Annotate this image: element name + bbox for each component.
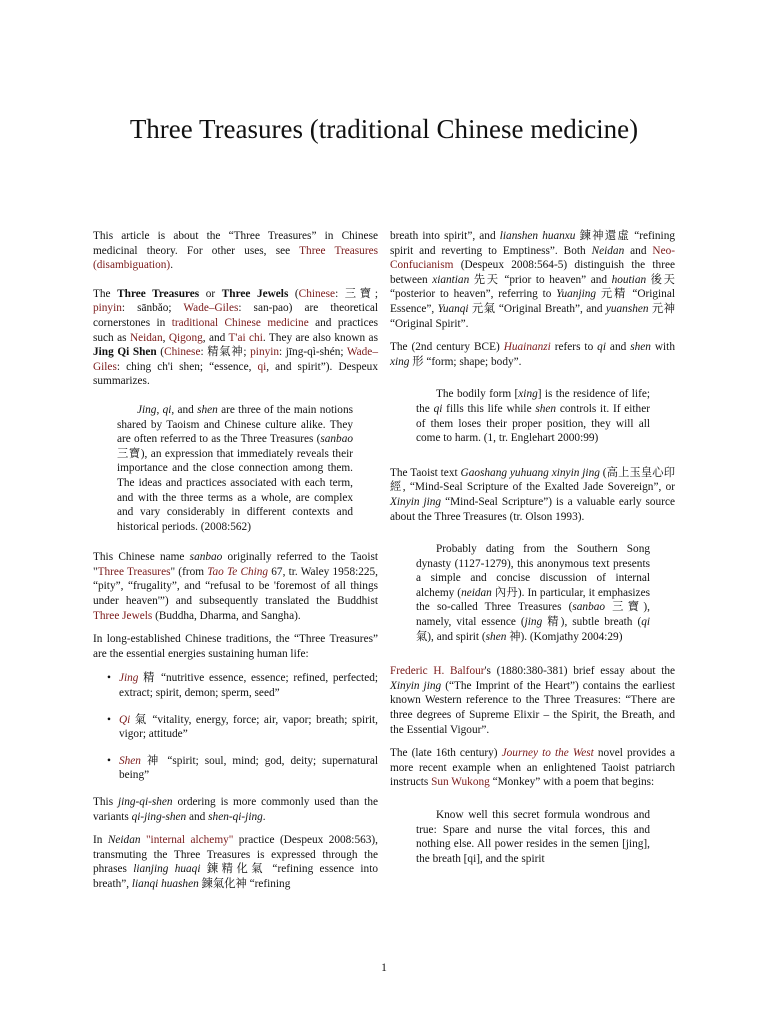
text: , and xyxy=(202,331,229,344)
italic-term: neidan xyxy=(461,586,492,599)
text: : jīng-qì-shén; xyxy=(279,346,347,359)
text: ( xyxy=(156,346,165,359)
list-item-shen xyxy=(107,754,378,783)
bullet: • xyxy=(107,672,111,685)
blockquote-poem xyxy=(416,808,650,866)
text: and practices such as xyxy=(93,316,378,344)
blockquote-komjathy xyxy=(416,542,650,644)
text: 元神 “Original Spirit”. xyxy=(390,302,676,330)
text: 鍊精化氣 “refining essence into breath”, xyxy=(93,863,378,890)
italic-term: qi-jing-shen xyxy=(131,810,187,823)
text: 元精 “Original Essence”, xyxy=(390,288,675,315)
link-taichi[interactable]: T'ai chi xyxy=(228,331,263,344)
text: ] is the residence of life; the xyxy=(416,388,650,415)
link-tcm[interactable]: traditional Chinese medicine xyxy=(171,316,309,329)
page-number: 1 xyxy=(381,962,387,974)
quote-text xyxy=(416,387,650,445)
link-journey-to-the-west[interactable]: Journey to the West xyxy=(501,747,594,760)
link-chinese[interactable]: Chinese xyxy=(298,287,336,300)
text: : sānbǎo; xyxy=(121,302,184,315)
text: (Despeux 2008:564-5) distinguish the three between xyxy=(390,259,675,286)
text: (高上玉皇心印經, “Mind-Seal Scripture of the Exalted Jade Sovereign”, or xyxy=(390,466,675,494)
text: : 三寶; xyxy=(335,287,378,300)
italic-term: jing-qi-shen xyxy=(117,796,173,808)
link-three-treasures-disambiguation[interactable]: Three Treasures (disambiguation) xyxy=(93,244,378,272)
text: originally referred to the Taoist " xyxy=(93,551,378,578)
italic-term: Yuanqi xyxy=(437,302,469,315)
text: The (2nd century BCE) xyxy=(390,341,504,354)
text: : san-pao) are theoretical cornerstones in xyxy=(93,302,378,329)
link-sun-wukong[interactable]: Sun Wukong xyxy=(431,776,490,789)
text: (Buddha, Dharma, and Sangha). xyxy=(152,609,301,622)
text: “spirit; soul, mind; god, deity; supernatural being” xyxy=(119,754,378,782)
italic-term: Xinyin jing xyxy=(390,495,442,508)
text: : 精氣神; xyxy=(200,346,251,359)
italic-term: xing xyxy=(390,355,410,368)
italic-term: qi xyxy=(433,402,443,415)
text: with xyxy=(650,341,675,354)
italic-term: lianshen huanxu xyxy=(499,230,576,242)
link-neidan[interactable]: Neidan xyxy=(129,331,163,344)
text: “Mind-Seal Scripture”) is a valuable early source about the Three Treasures (tr. Olson 1993). xyxy=(390,495,675,523)
text: 氣), and spirit ( xyxy=(416,630,486,643)
page-title: Three Treasures (traditional Chinese medicine) xyxy=(129,114,639,144)
text: and xyxy=(605,341,631,354)
bold-term: Three Jewels xyxy=(221,287,289,300)
quote-text xyxy=(416,542,650,644)
italic-term: Yuanjing xyxy=(556,288,597,301)
italic-term: shen xyxy=(630,341,651,354)
text: 精), subtle breath ( xyxy=(542,616,642,629)
text: This article is about the “Three Treasures” in Chinese medicinal theory. For other uses, see xyxy=(93,230,378,257)
link-shen[interactable]: Shen xyxy=(119,754,141,767)
italic-term: qi xyxy=(641,616,651,629)
link-qigong[interactable]: Qigong xyxy=(168,331,203,344)
left-column xyxy=(93,229,378,901)
text: novel provides a more recent example when an enlightened Taoist patriarch instructs xyxy=(390,747,675,789)
link-jing[interactable]: Jing xyxy=(119,672,139,685)
text: The bodily form [ xyxy=(436,388,519,401)
text: In xyxy=(93,834,108,847)
text: “vitality, energy, force; air, vapor; breath; spirit, vigor; attitude” xyxy=(119,713,378,741)
quote-text: Know well this secret formula wondrous and true: Spare and nurse the vital forces, this and nothing else. All power resides in the semen [jing], the breath [qi], and the spirit xyxy=(416,809,650,865)
neidan-paragraph xyxy=(93,833,378,891)
link-pinyin[interactable]: pinyin xyxy=(93,302,122,315)
text: “Monkey” with a poem that begins: xyxy=(489,776,655,789)
text: , xyxy=(156,403,163,416)
italic-term: shen xyxy=(485,630,507,643)
text: refers to xyxy=(550,341,598,354)
text: and xyxy=(624,244,653,257)
italic-term: Gaoshang yuhuang xinyin jing xyxy=(460,466,600,479)
italic-term: xiantian xyxy=(432,273,470,286)
italic-term: sanbao xyxy=(320,433,353,446)
link-three-treasures-taoism[interactable]: Three Treasures xyxy=(97,565,171,578)
italic-term: Xinyin jing xyxy=(390,679,442,692)
hanzi: 精 xyxy=(143,672,157,685)
huainanzi-paragraph xyxy=(390,340,675,369)
text: practice (Despeux 2008:563), transmuting the Three Treasures is expressed through the phrases xyxy=(93,834,378,876)
text: This xyxy=(93,796,118,808)
text: The xyxy=(93,287,118,300)
text: 神). (Komjathy 2004:29) xyxy=(506,630,623,643)
link-pinyin[interactable]: pinyin xyxy=(250,346,280,359)
text: , and xyxy=(171,403,198,416)
text: The (late 16th century) xyxy=(390,747,502,760)
italic-term: lianqi huashen xyxy=(131,877,199,890)
text: " (from xyxy=(170,565,208,578)
link-internal-alchemy[interactable]: "internal alchemy" xyxy=(145,834,234,847)
italic-term: shen-qi-jing xyxy=(208,810,263,823)
text: ( xyxy=(288,287,299,300)
text: controls it. If either of them loses their proper position, they will all come to harm. (1, tr. Englehart 2000:99) xyxy=(416,402,650,445)
list-item-jing xyxy=(107,671,378,700)
blockquote-huainanzi xyxy=(416,387,650,445)
refining-paragraph xyxy=(390,229,675,331)
link-qi[interactable]: qi xyxy=(257,360,267,373)
link-qi[interactable]: Qi xyxy=(119,713,131,726)
italic-term: xing xyxy=(518,388,538,401)
text: , and spirit”). Despeux summarizes. xyxy=(93,360,378,388)
intro-paragraph xyxy=(93,287,378,389)
sanbao-paragraph xyxy=(93,550,378,623)
italic-term: Neidan xyxy=(591,244,625,257)
text: , xyxy=(162,331,169,344)
hatnote-paragraph xyxy=(93,229,378,273)
text: “nutritive essence, essence; refined, perfected; extract; spirit, demon; sperm, seed” xyxy=(119,672,378,700)
italic-term: jing xyxy=(524,616,543,629)
text: (“The Imprint of the Heart”) contains the earliest known Western reference to the Three Treasures: “There are three degrees of Supreme Elixir – the Spirit, the Breath, and the Essential Vigour”. xyxy=(390,679,676,736)
text: 內丹). In particular, it emphasizes the so-called Three Treasures ( xyxy=(416,586,650,614)
link-chinese[interactable]: Chinese xyxy=(164,346,201,359)
text: 67, tr. Waley 1958:225, “pity”, “frugality”, and “refusal to be 'foremost of all things under heaven'”) and subsequently translated the Buddhist xyxy=(93,565,378,608)
link-wade-giles[interactable]: Wade–Giles xyxy=(183,302,239,315)
text: . xyxy=(262,810,266,823)
text: or xyxy=(199,287,222,300)
text: breath into spirit”, and xyxy=(390,230,500,242)
italic-term: qi xyxy=(162,403,172,416)
list-item-qi xyxy=(107,713,378,742)
link-tao-te-ching[interactable]: Tao Te Ching xyxy=(207,565,269,578)
italic-term: yuanshen xyxy=(605,302,649,315)
text: Probably dating from the Southern Song dynasty (1127-1279), this anonymous text presents a simple and concise discussion of internal alchemy ( xyxy=(416,543,650,599)
text: . They are also known as xyxy=(262,331,378,344)
text: . xyxy=(170,259,174,272)
text: 形 “form; shape; body”. xyxy=(409,355,522,368)
text: 先天 “prior to heaven” and xyxy=(469,273,612,286)
text: ordering is more commonly used than the variants xyxy=(93,796,378,823)
quote-text xyxy=(117,403,353,534)
italic-term: houtian xyxy=(611,273,647,286)
link-huainanzi[interactable]: Huainanzi xyxy=(503,341,551,354)
link-frederic-balfour[interactable]: Frederic H. Balfour xyxy=(390,665,485,678)
text: 元氣 “Original Breath”, and xyxy=(468,302,606,315)
text: 三寶), an expression that immediately reveals their importance and the close connection among them. The ideas and practices associated with each term, and with the three terms as a whole, are complex and vary considerably in different contexts and historical periods. (2008:562) xyxy=(117,447,353,533)
italic-term: shen xyxy=(535,402,557,415)
journey-west-paragraph xyxy=(390,746,675,790)
bullet: • xyxy=(107,754,111,767)
text: The Taoist text xyxy=(390,466,461,479)
ordering-paragraph xyxy=(93,795,378,824)
bold-term: Three Treasures xyxy=(117,287,200,300)
italic-term: Jing xyxy=(137,403,157,416)
italic-term: Neidan xyxy=(107,834,141,847)
text: : ching ch'i shen; “essence, xyxy=(116,360,258,373)
italic-term: lianjing huaqi xyxy=(133,863,201,876)
italic-term: qi xyxy=(597,341,606,354)
bold-term: Jing Qi Shen xyxy=(93,346,157,359)
text: 's (1880:380-381) brief essay about the xyxy=(484,665,676,678)
text: This Chinese name xyxy=(93,551,190,564)
text: 鍊神還虛 “refining spirit and reverting to Emptiness”. Both xyxy=(390,230,675,257)
text: 三寶), namely, vital essence ( xyxy=(416,601,650,629)
hanzi: 神 xyxy=(146,754,162,767)
right-column xyxy=(390,229,675,882)
text: 鍊氣化神 “refining xyxy=(198,877,291,890)
hanzi: 氣 xyxy=(134,713,148,726)
link-wade-giles[interactable]: Wade–Giles xyxy=(93,346,378,373)
traditions-paragraph: In long-established Chinese traditions, the “Three Treasures” are the essential energies sustaining human life: xyxy=(93,633,378,660)
text: and xyxy=(186,810,209,823)
bullet: • xyxy=(107,713,111,726)
link-neo-confucianism[interactable]: Neo-Confucianism xyxy=(390,244,675,272)
balfour-paragraph xyxy=(390,664,675,737)
xinyin-jing-paragraph xyxy=(390,466,675,524)
treasures-list xyxy=(107,671,378,783)
italic-term: sanbao xyxy=(189,551,223,564)
text: are three of the main notions shared by Taoism and Chinese culture alike. They are often referred to as the Three Treasures ( xyxy=(117,403,353,446)
blockquote-despeux xyxy=(117,403,353,534)
text: 後天 “posterior to heaven”, referring to xyxy=(390,273,675,301)
text: fills this life while xyxy=(442,402,536,415)
italic-term: shen xyxy=(197,403,218,416)
italic-term: sanbao xyxy=(572,601,606,614)
link-three-jewels[interactable]: Three Jewels xyxy=(93,609,153,622)
